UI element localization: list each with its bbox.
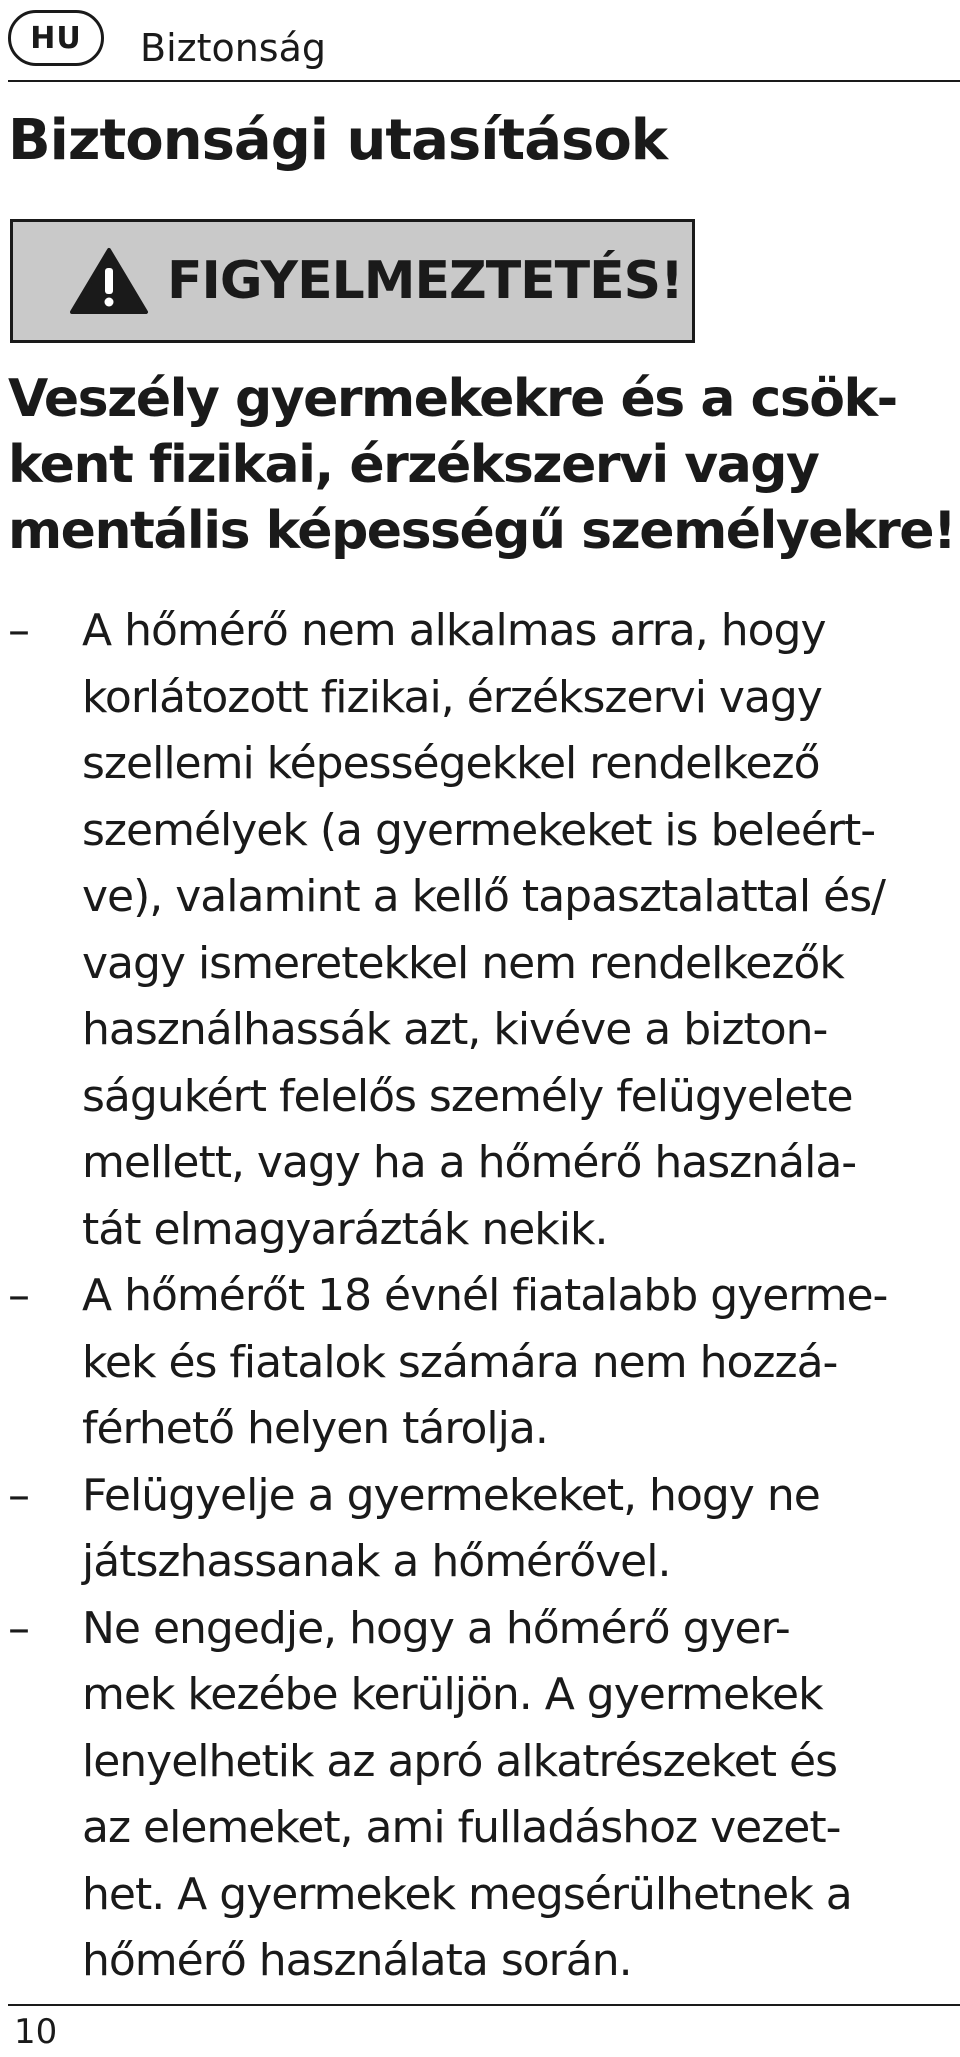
- list-item-line: Felügyelje a gyermekeket, hogy ne: [82, 1469, 820, 1521]
- section-label: Biztonság: [140, 26, 327, 70]
- list-item-line: játszhassanak a hőmérővel.: [82, 1536, 671, 1587]
- list-item-line: A hőmérő nem alkalmas arra, hogy: [82, 605, 826, 656]
- list-item: [8, 1596, 960, 1995]
- list-item-line: hőmérő használata során.: [82, 1935, 632, 1986]
- warning-box: [10, 219, 695, 343]
- hazard-heading-line: mentális képességű személyekre!: [8, 501, 956, 561]
- list-item-line: mek kezébe kerüljön. A gyermekek: [82, 1669, 823, 1720]
- list-item-line: A hőmérőt 18 évnél fiatalabb gyerme-: [82, 1270, 888, 1321]
- page-title: Biztonsági utasítások: [8, 108, 668, 173]
- list-item-line: korlátozott fizikai, érzékszervi vagy: [82, 671, 822, 723]
- list-item: [8, 598, 960, 1263]
- list-item: [8, 1263, 960, 1463]
- list-item-line: ságukért felelős személy felügyelete: [82, 1070, 853, 1122]
- list-item-line: het. A gyermekek megsérülhetnek a: [82, 1868, 852, 1920]
- list-bullet: –: [8, 1270, 29, 1321]
- hazard-heading-line: kent fizikai, érzékszervi vagy: [8, 435, 819, 495]
- warning-label: FIGYELMEZTETÉS!: [167, 251, 683, 311]
- safety-instruction-list: [8, 598, 960, 1995]
- list-bullet: –: [8, 1469, 29, 1521]
- list-item-line: vagy ismeretekkel nem rendelkezők: [82, 937, 844, 989]
- list-item-line: Ne engedje, hogy a hőmérő gyer-: [82, 1602, 790, 1654]
- list-item-line: lenyelhetik az apró alkatrészeket és: [82, 1735, 837, 1787]
- list-item-line: kek és fiatalok számára nem hozzá-: [82, 1336, 838, 1388]
- hazard-heading: [8, 366, 956, 564]
- list-item-line: ve), valamint a kellő tapasztalattal és/: [82, 871, 885, 922]
- page-number: 10: [14, 2012, 58, 2052]
- list-item-line: személyek (a gyermekeket is beleért-: [82, 804, 876, 856]
- list-item-line: az elemeket, ami fulladáshoz vezet-: [82, 1802, 841, 1853]
- warning-triangle-icon: [69, 246, 149, 316]
- language-code: HU: [30, 20, 82, 56]
- list-bullet: –: [8, 1602, 29, 1654]
- hazard-heading-line: Veszély gyermekekre és a csök-: [8, 369, 897, 429]
- list-item-line: mellett, vagy ha a hőmérő használa-: [82, 1137, 857, 1188]
- language-badge: [8, 10, 104, 66]
- header-divider: [8, 80, 960, 82]
- list-item: [8, 1463, 960, 1596]
- list-item-line: férhető helyen tárolja.: [82, 1403, 548, 1454]
- list-item-line: használhassák azt, kivéve a bizton-: [82, 1004, 828, 1055]
- list-item-line: tát elmagyarázták nekik.: [82, 1203, 608, 1255]
- list-item-line: szellemi képességekkel rendelkező: [82, 738, 820, 789]
- footer-divider: [8, 2004, 960, 2006]
- list-bullet: –: [8, 605, 29, 656]
